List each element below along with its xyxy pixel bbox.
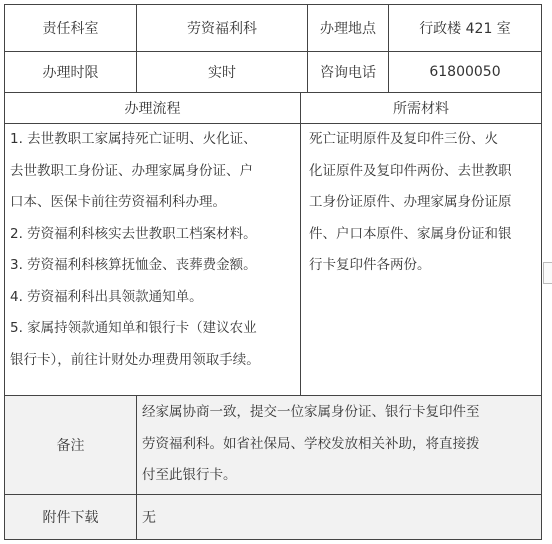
process-line: 3. 劳资福利科核算抚恤金、丧葬费金额。 — [10, 257, 257, 273]
process-cell — [4, 123, 301, 396]
process-line: 银行卡），前往计财处办理费用领取手续。 — [10, 351, 260, 368]
materials-list — [309, 124, 512, 282]
process-line: 1. 去世教职工家属持死亡证明、火化证、 — [10, 131, 257, 147]
process-header-cell — [4, 92, 301, 124]
materials-line: 死亡证明原件及复印件三份、火 — [309, 131, 498, 147]
remarks-line: 付至此银行卡。 — [142, 467, 237, 483]
materials-cell — [300, 123, 542, 396]
service-info-table — [4, 4, 542, 540]
process-line: 5. 家属持领款通知单和银行卡（建议农业 — [10, 320, 257, 336]
phone-value: 61800050 — [429, 64, 501, 80]
process-header: 办理流程 — [124, 101, 181, 117]
dept-label: 责任科室 — [42, 21, 99, 37]
time-limit-value: 实时 — [208, 65, 236, 81]
location-value-cell — [388, 4, 542, 52]
process-steps — [10, 124, 260, 376]
location-label: 办理地点 — [320, 21, 376, 37]
materials-line: 化证原件及复印件两份、去世教职 — [309, 162, 512, 179]
dept-value-cell — [136, 4, 308, 52]
remarks-label-cell — [4, 395, 137, 495]
remarks-value-cell — [136, 395, 542, 495]
materials-line: 工身份证原件、办理家属身份证原 — [309, 194, 512, 210]
attachment-label: 附件下载 — [42, 510, 99, 526]
materials-line: 件、户口本原件、家属身份证和银 — [309, 225, 512, 242]
remarks-line: 经家属协商一致，提交一位家属身份证、银行卡复印件至 — [142, 404, 480, 420]
process-line: 去世教职工身份证、办理家属身份证、户 — [10, 162, 253, 179]
dept-value: 劳资福利科 — [187, 21, 257, 37]
time-limit-value-cell — [136, 51, 308, 93]
process-line: 2. 劳资福利科核实去世教职工档案材料。 — [10, 225, 257, 242]
remarks-label: 备注 — [56, 438, 85, 454]
phone-label-cell — [307, 51, 389, 93]
phone-label: 咨询电话 — [320, 65, 376, 81]
materials-line: 行卡复印件各两份。 — [309, 257, 431, 273]
dept-label-cell — [4, 4, 137, 52]
attachment-label-cell — [4, 494, 137, 540]
materials-header: 所需材料 — [393, 101, 449, 117]
location-label-cell — [307, 4, 389, 52]
location-value: 行政楼 421 室 — [419, 21, 511, 37]
process-line: 口本、医保卡前往劳资福利科办理。 — [10, 194, 226, 210]
process-line: 4. 劳资福利科出具领款通知单。 — [10, 288, 203, 305]
remarks-text — [142, 397, 480, 492]
time-limit-label-cell — [4, 51, 137, 93]
materials-header-cell — [300, 92, 542, 124]
remarks-line: 劳资福利科。如省社保局、学校发放相关补助，将直接拨 — [142, 435, 480, 452]
phone-value-cell — [388, 51, 542, 93]
attachment-value-cell — [136, 494, 542, 540]
attachment-value[interactable]: 无 — [142, 510, 156, 526]
time-limit-label: 办理时限 — [42, 65, 99, 81]
scroll-handle[interactable] — [543, 262, 552, 284]
